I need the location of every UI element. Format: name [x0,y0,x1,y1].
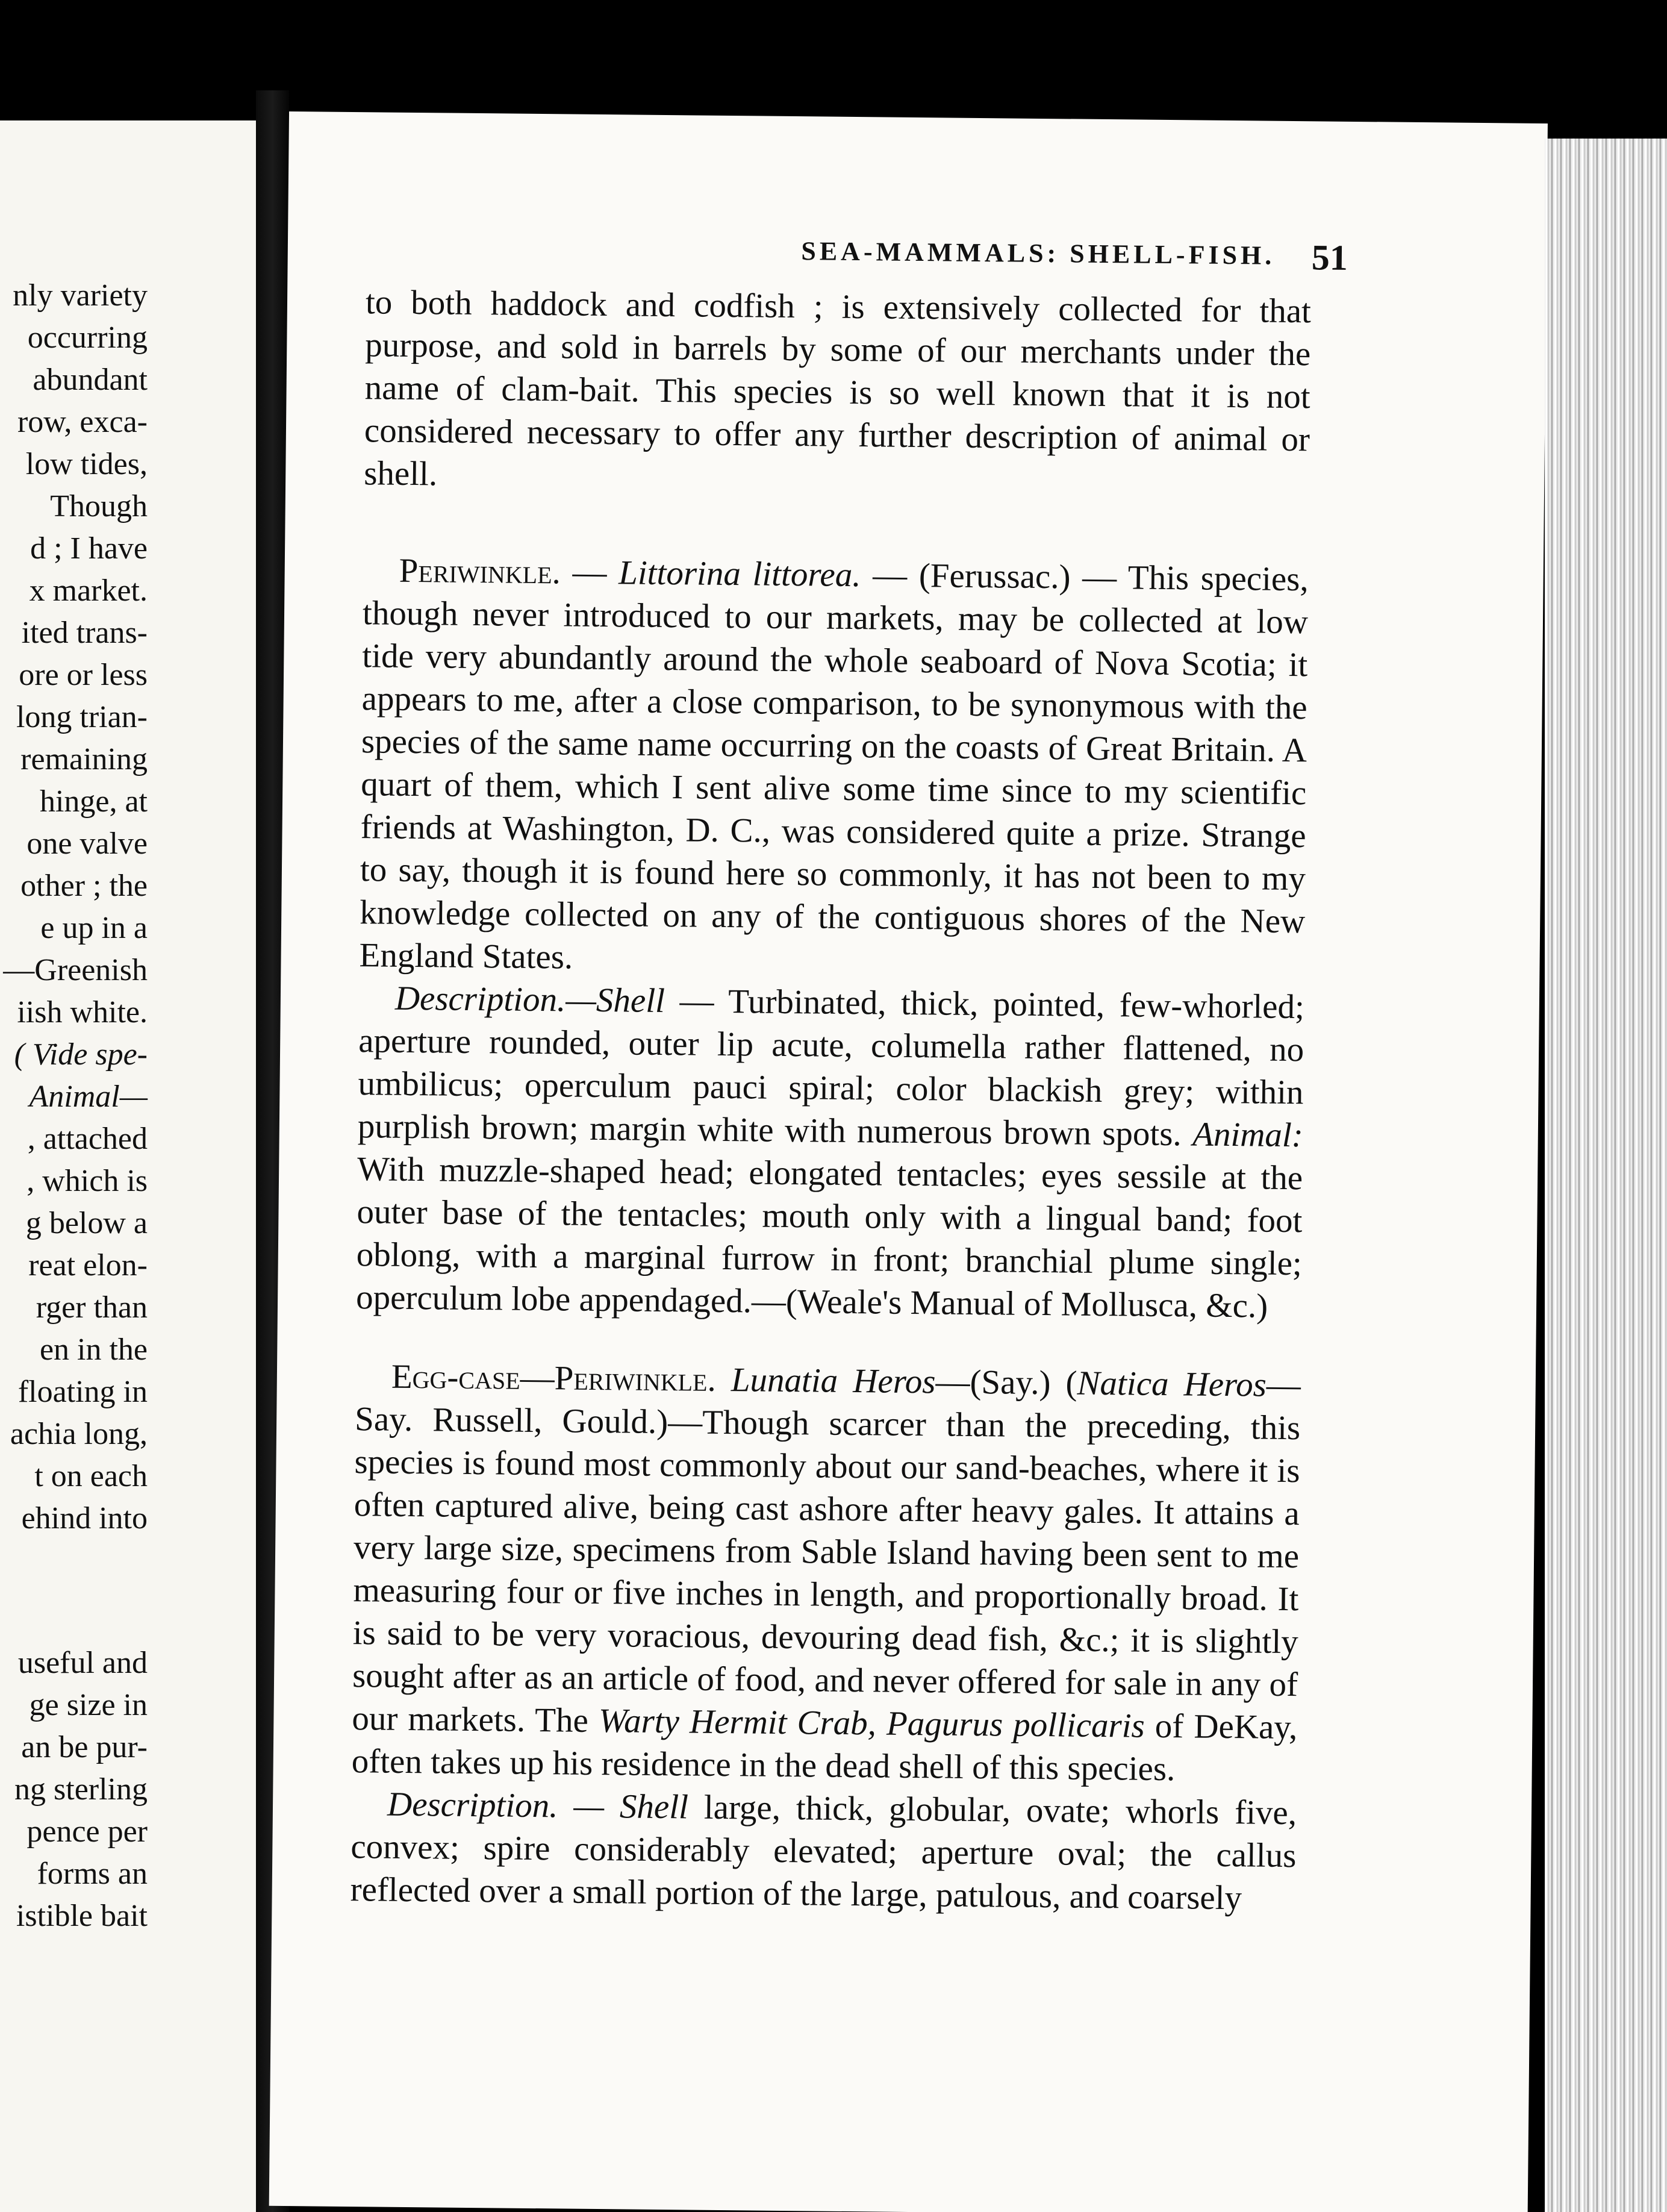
page-edges [1545,139,1667,2212]
paragraph-text: —(Say.) ( [935,1363,1077,1402]
latin-name: Lunatia Heros [731,1361,936,1401]
left-page-line: nly variety [13,278,148,313]
paragraph-egg-case [351,1355,1301,1792]
left-page-line: hinge, at [39,784,148,819]
description-label: Description. — Shell [387,1785,689,1826]
description-text: large, thick, globular, ovate; whorls five, convex; spire considerably elevated; aperture oval; the callus reflected over a small portion of the large, patulous, and coarsely [350,1788,1297,1917]
left-page-line: ehind into [21,1501,148,1536]
left-page-line: , which is [26,1164,148,1198]
left-page-line: low tides, [25,447,148,481]
page-body [350,281,1311,1920]
left-page-line: one valve [26,826,148,861]
left-page-line: pence per [26,1814,148,1849]
description-text: — Turbinated, thick, pointed, few-whorled; aperture rounded, outer lip acute, columella rather flattened, no umbilicus; operculum pauci spiral; color blackish grey; within purplish brown; margin white with numerous brown spots. [357,982,1305,1154]
left-page-line: , attached [27,1122,148,1156]
running-header: SEA-MAMMALS: SHELL-FISH. [801,236,1276,270]
paragraph-text: of DeKay, often takes up his residence in the dead shell of this species. [351,1707,1298,1789]
left-page-line: d ; I have [30,531,148,566]
left-page-line: ( Vide spe- [14,1037,148,1072]
paragraph-text: —Say. Russell, Gould.)—Though scarcer than the preceding, this species is found most commonly about our sand-beaches, where it is often captured alive, being cast ashore after heavy gales. It attains a very large size, specimens from Sable Island having been sent to me measuring four or five inches in length, and proportionally broad. It is said to be very voracious, devouring dead fish, &c.; it is slightly sought after as an article of food, and never offered for sale in any of our markets. The [352,1366,1301,1740]
left-page-line: remaining [20,742,148,776]
left-page-line: e up in a [40,911,148,945]
left-page-line: ge size in [29,1688,148,1722]
latin-name-synonym: Natica Heros [1077,1364,1267,1404]
section-heading: Egg-case—Periwinkle. [391,1357,717,1399]
left-page-line: ited trans- [21,616,148,650]
left-page-line: g below a [25,1206,148,1240]
section-heading: Periwinkle. [399,551,561,592]
left-page-line: an be pur- [21,1730,148,1764]
left-page-line: x market. [29,573,148,608]
left-page-line: long trian- [16,700,148,734]
left-page-line: en in the [39,1333,148,1367]
left-page-line: abundant [33,363,148,397]
left-page-line: istible bait [16,1899,148,1933]
left-page-line: Though [50,489,148,523]
animal-label: Animal: [1192,1115,1304,1155]
crab-name: Warty Hermit Crab, Pagurus pollicaris [598,1702,1145,1745]
left-page-line: achia long, [10,1417,148,1451]
left-page-line: ore or less [19,658,148,692]
left-page-line: t on each [34,1459,148,1493]
paragraph-text: — (Ferussac.) — This species, though never introduced to our markets, may be collected at low tide very abundantly around the whole seaboard of Nova Scotia; it appears to me, after a close comparison, to be synonymous with the species of the same name occurring on the coasts of Great Britain. A quart of them, which I sent alive some time since to my scientific friends at Washington, D. C., was considered quite a prize. Strange to say, though it is found here so commonly, it has not been to my knowledge collected on any of the contiguous shores of the New England States. [359,556,1309,976]
left-page-line: —Greenish [3,953,148,987]
latin-name: Littorina littorea. [618,554,861,595]
left-page-line: floating in [17,1375,148,1409]
left-page-line: useful and [17,1646,148,1680]
description-label: Description.—Shell [394,979,665,1020]
left-page-line: occurring [27,320,148,355]
paragraph-egg-case-description [350,1782,1297,1920]
animal-text: With muzzle-shaped head; elongated tentacles; eyes sessile at the outer base of the tentacles; mouth only with a lingual band; foot oblong, with a marginal furrow in front; branchial plume single; operculum lobe appendaged.—(Weale's Manual of Mollusca, &c.) [355,1150,1303,1325]
left-page-line: reat elon- [28,1248,148,1283]
left-page-line: forms an [37,1857,148,1891]
left-page-line: Animal— [29,1079,148,1114]
page-number: 51 [1311,237,1348,278]
left-page-line: ng sterling [14,1772,148,1807]
paragraph-clam-bait: to both haddock and codfish ; is extensively collected for that purpose, and sold in barrels by some of our merchants under the name of clam-bait. This species is so well known that it is not considered necessary to offer any further description of animal or shell. [363,283,1312,493]
paragraph-periwinkle: Periwinkle. — Littorina littorea. — (Ferussac.) — This species, though never introduced to our markets, may be collected at low tide very abundantly around the whole seaboard of Nova Scotia; it appears to me, after a close comparison, to be synonymous with the species of the same name occurring on the coasts of Great Britain. A quart of them, which I sent alive some time since to my scientific friends at Washington, D. C., was considered quite a prize. Strange to say, though it is found here so commonly, it has not been to my knowledge collected on any of the contiguous shores of the New England States. [359,551,1309,976]
paragraph-periwinkle-description [356,976,1304,1328]
left-page-line: other ; the [20,869,148,903]
page-51 [269,111,1548,2212]
left-page-line: iish white. [17,995,148,1029]
left-page-line: rger than [36,1290,148,1325]
left-page-line: row, exca- [17,405,148,439]
left-page-fragment [0,120,256,2212]
